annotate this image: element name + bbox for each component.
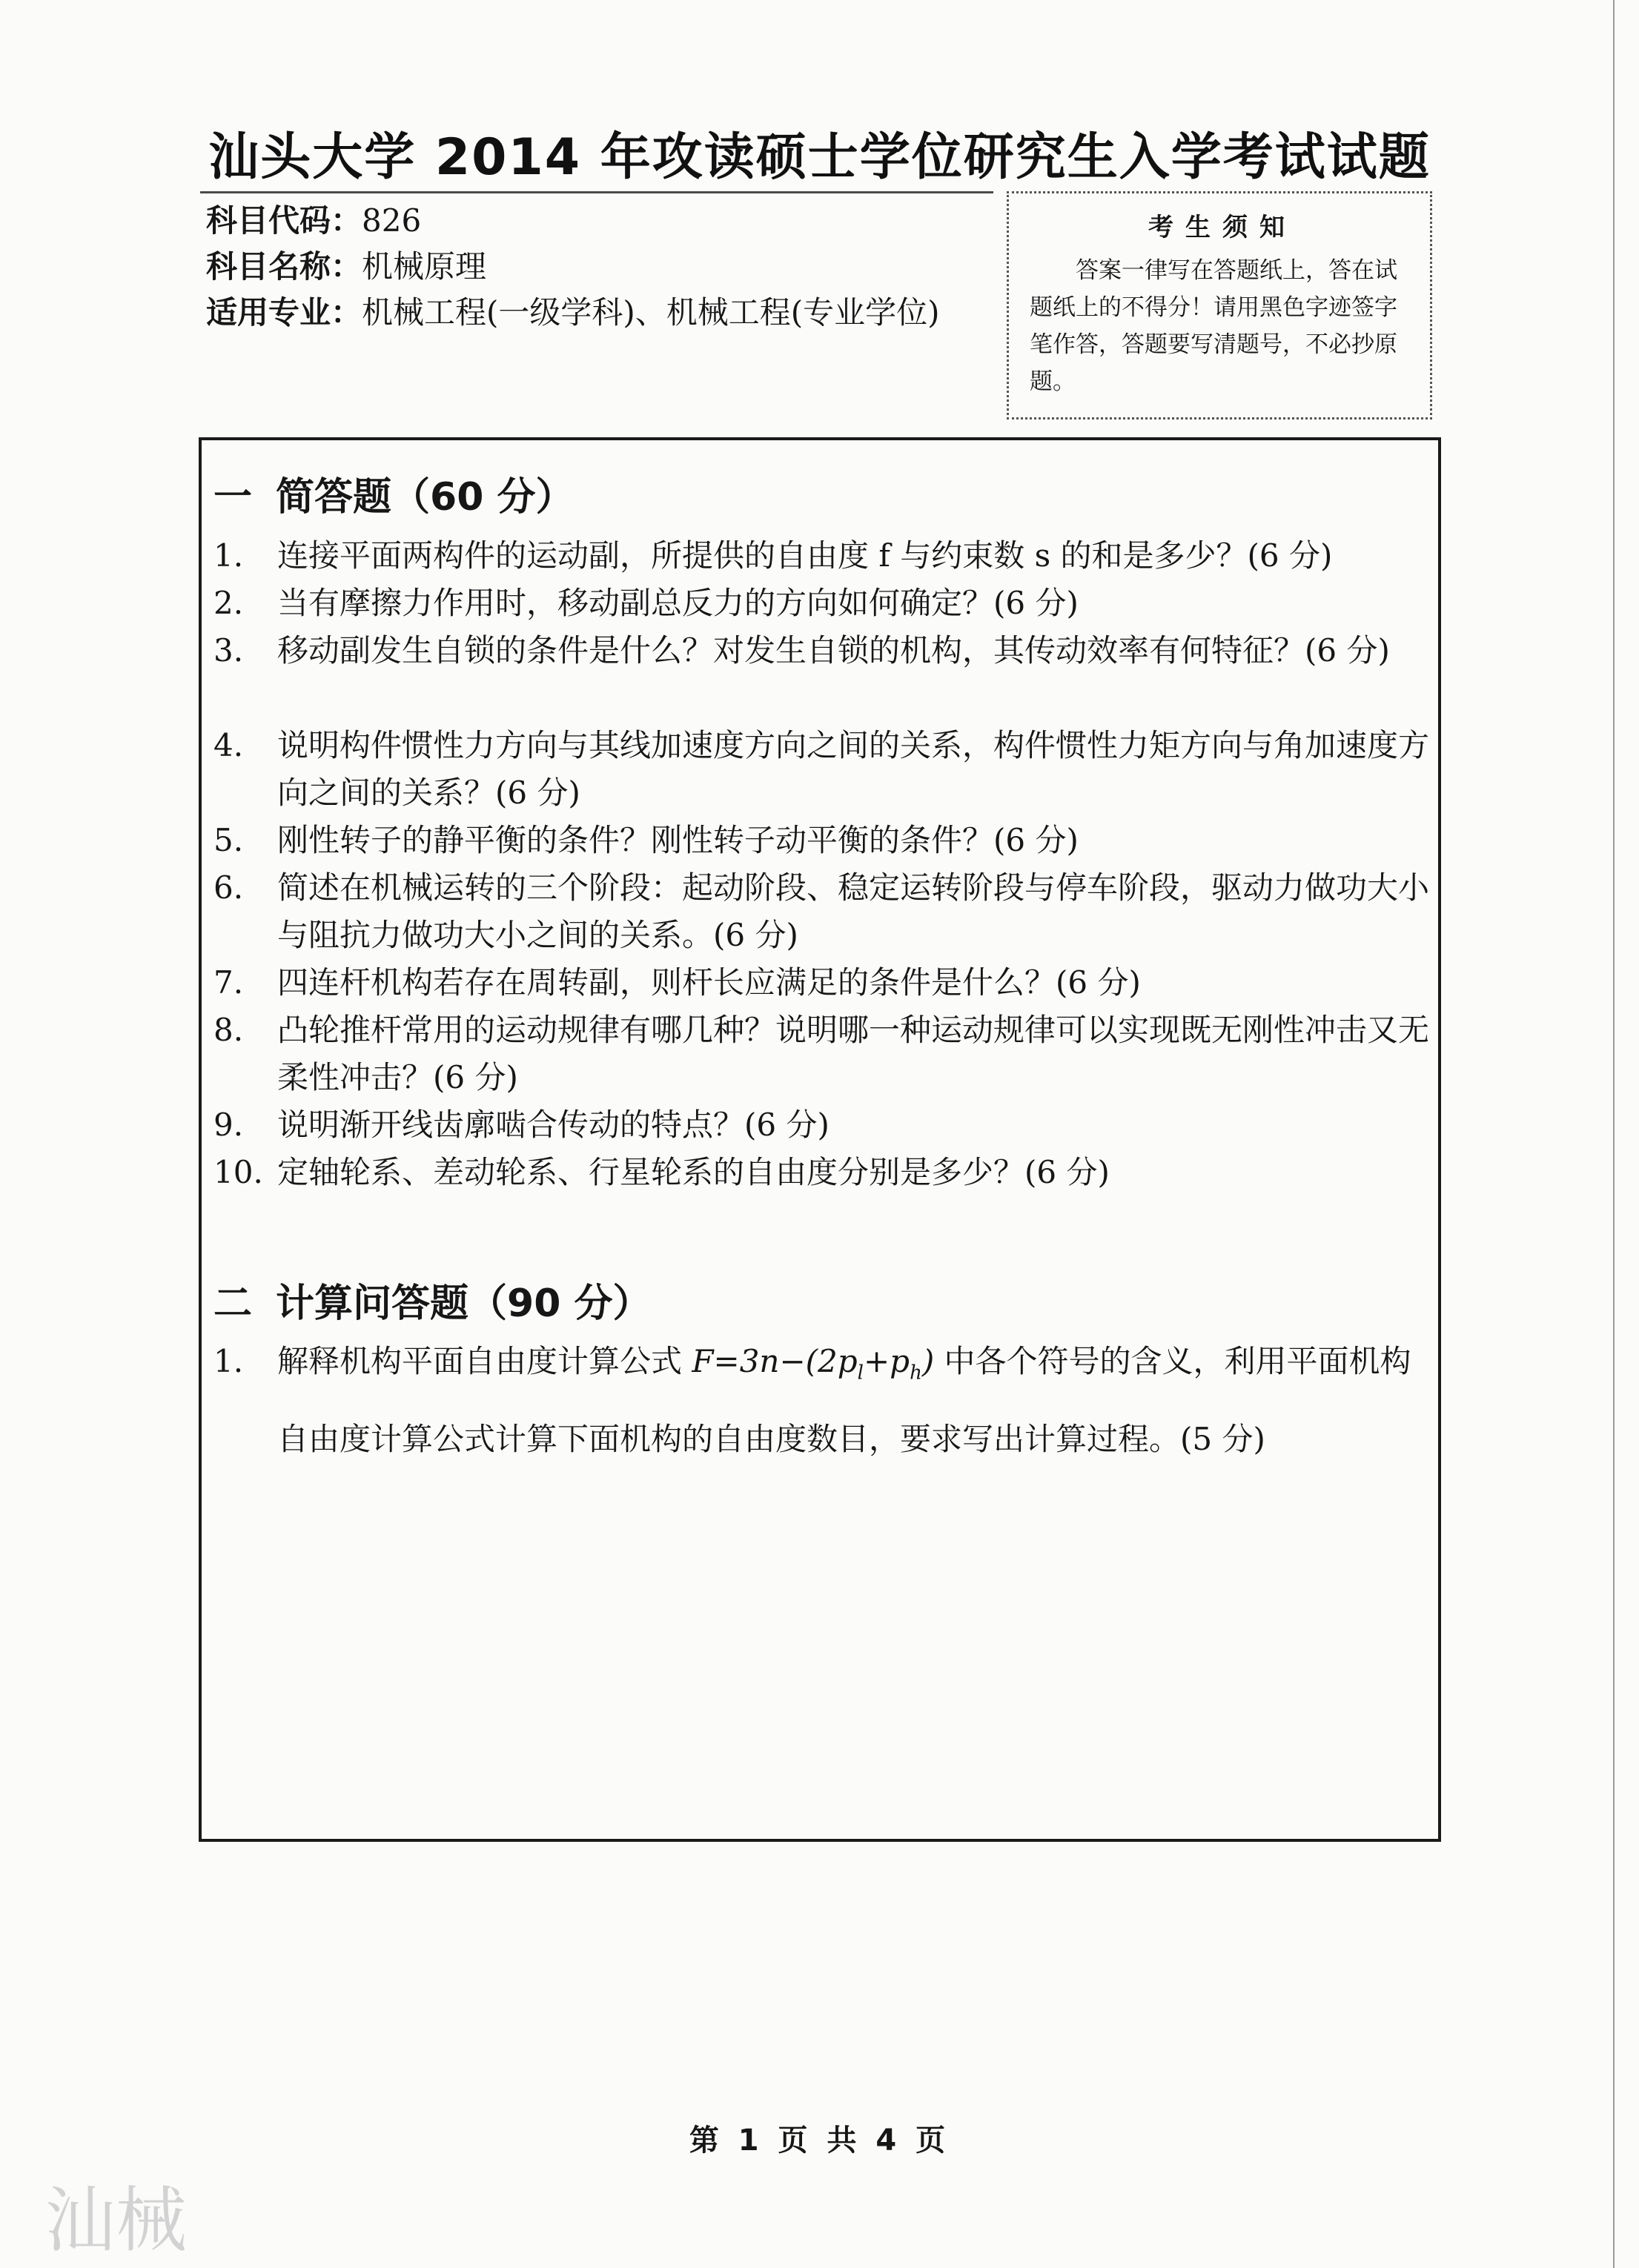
candidate-notice-box [1007, 191, 1432, 420]
exam-title: 汕头大学 2014 年攻读硕士学位研究生入学考试试题 [208, 128, 1431, 187]
question-8 [213, 1007, 1429, 1101]
bleed-through-text: 汕械 [44, 2179, 187, 2262]
question-text: 说明渐开线齿廓啮合传动的特点？(6 分) [277, 1107, 830, 1143]
section1-heading: 简答题（60 分） [276, 475, 575, 520]
question-4 [213, 722, 1429, 817]
subject-code-row [206, 199, 421, 243]
question-number: 2. [213, 585, 244, 621]
calc-question-1 [213, 1328, 1429, 1473]
question-text: 移动副发生自锁的条件是什么？对发生自锁的机构，其传动效率有何特征？(6 分) [277, 632, 1390, 669]
notice-body: 答案一律写在答题纸上，答在试题纸上的不得分！请用黑色字迹签字笔作答，答题要写清题号，不必抄原题。 [1030, 257, 1397, 395]
formula-subscript-l: l [857, 1362, 864, 1385]
question-number: 6. [213, 869, 244, 906]
subject-code-label: 科目代码： [206, 202, 362, 239]
question-1 [213, 532, 1429, 580]
formula-main: F=3n−(2p [692, 1343, 858, 1379]
question-10 [213, 1149, 1429, 1196]
subject-name-label: 科目名称： [206, 248, 362, 285]
question-text: 凸轮推杆常用的运动规律有哪几种？说明哪一种运动规律可以实现既无刚性冲击又无柔性冲击？(6 分) [277, 1012, 1430, 1095]
question-text: 当有摩擦力作用时，移动副总反力的方向如何确定？(6 分) [277, 585, 1079, 621]
question-5 [213, 817, 1429, 864]
question-number: 4. [213, 727, 244, 763]
formula-subscript-h: h [910, 1362, 922, 1385]
major: 机械工程(一级学科)、机械工程(专业学位) [362, 294, 940, 331]
section1-number: 一 [213, 475, 253, 520]
question-text: 四连杆机构若存在周转副，则杆长应满足的条件是什么？(6 分) [277, 964, 1141, 1001]
major-row [206, 291, 940, 335]
scan-edge-line [1613, 0, 1615, 2268]
question-number: 3. [213, 632, 244, 669]
section2-title [213, 1272, 651, 1327]
section2-number: 二 [213, 1281, 253, 1326]
question-text: 说明构件惯性力方向与其线加速度方向之间的关系，构件惯性力矩方向与角加速度方向之间的关系？(6 分) [277, 727, 1430, 811]
question-number: 8. [213, 1012, 244, 1048]
section1-title [213, 465, 574, 521]
question-text-pre: 解释机构平面自由度计算公式 [277, 1343, 692, 1379]
question-number: 7. [213, 964, 244, 1001]
question-text [277, 1328, 1429, 1473]
question-7 [213, 959, 1429, 1007]
question-text: 简述在机械运转的三个阶段：起动阶段、稳定运转阶段与停车阶段，驱动力做功大小与阻抗力做功大小之间的关系。(6 分) [277, 869, 1430, 953]
subject-code: 826 [362, 202, 422, 239]
question-text: 定轴轮系、差动轮系、行星轮系的自由度分别是多少？(6 分) [277, 1154, 1110, 1190]
question-9 [213, 1101, 1429, 1149]
subject-name: 机械原理 [362, 248, 487, 285]
question-text: 刚性转子的静平衡的条件？刚性转子动平衡的条件？(6 分) [277, 822, 1079, 858]
question-text: 连接平面两构件的运动副，所提供的自由度 f 与约束数 s 的和是多少？(6 分) [277, 537, 1333, 574]
question-number: 5. [213, 822, 244, 858]
question-text-post: 中各个符号的含义，利用平面机构自由度计算公式计算下面机构的自由度数目，要求写出计算过程。(5 分) [277, 1343, 1411, 1458]
question-2 [213, 580, 1429, 627]
question-number: 9. [213, 1107, 244, 1143]
question-number: 1. [213, 537, 244, 574]
dof-formula [692, 1343, 935, 1385]
question-number: 10. [213, 1154, 263, 1190]
section2-heading: 计算问答题（90 分） [276, 1281, 652, 1326]
subject-name-row [206, 245, 486, 289]
formula-close: ) [921, 1343, 935, 1379]
major-label: 适用专业： [206, 294, 362, 331]
formula-plus: +p [863, 1343, 910, 1379]
question-number: 1. [213, 1343, 244, 1379]
notice-title: 考生须知 [1148, 213, 1297, 242]
question-3 [213, 627, 1429, 674]
header-rule [200, 191, 993, 193]
page-number: 第 1 页 共 4 页 [689, 2123, 950, 2158]
question-6 [213, 864, 1429, 959]
